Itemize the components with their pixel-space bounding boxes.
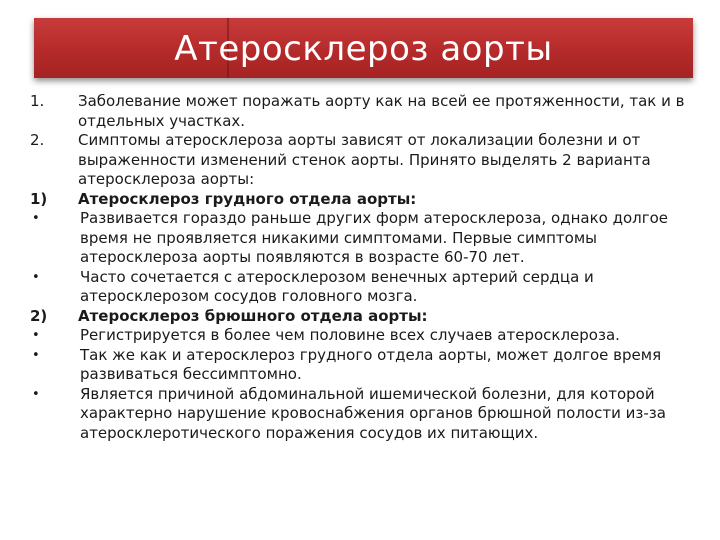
bullet-text: Часто сочетается с атеросклерозом венечных артерий сердца и атеросклерозом сосудов головного мозга. [80,267,594,305]
section-heading-text: Атеросклероз брюшного отдела аорты: [78,306,428,325]
bullet-item [30,326,695,346]
list-item-1 [30,92,695,131]
list-item-2 [30,131,695,190]
list-marker: 1. [30,92,45,110]
section-heading-thoracic [30,190,695,210]
slide-title: Атеросклероз аорты [174,29,553,69]
bullet-icon: • [32,347,40,363]
bullet-text: Так же как и атеросклероз грудного отдела аорты, может долгое время развиваться бессимптомно. [80,345,662,383]
bullet-icon: • [32,269,40,285]
title-banner [34,18,693,78]
bullet-icon: • [32,386,40,402]
bullet-item [30,209,695,268]
section-heading-text: Атеросклероз грудного отдела аорты: [78,189,417,208]
bullet-icon: • [32,211,40,226]
list-marker: 2. [30,131,45,149]
list-item-text: Симптомы атеросклероза аорты зависят от локализации болезни и от выраженности изменений стенок аорты. Принято выделять 2 варианта атеросклероза аорты: [78,131,651,188]
list-item-text: Заболевание может поражать аорту как на всей ее протяженности, так и в отдельных участках. [78,92,685,130]
list-marker: 2) [30,306,48,325]
bullet-icon: • [32,328,40,343]
bullet-text: Развивается гораздо раньше других форм атеросклероза, однако долгое время не проявляется никакими симптомами. Первые симптомы атеросклероза аорты появляются в возрасте 60-70 лет. [80,209,668,266]
list-marker: 1) [30,189,48,208]
bullet-item [30,385,695,444]
slide-content [30,92,695,443]
bullet-item [30,346,695,385]
bullet-text: Регистрируется в более чем половине всех случаев атеросклероза. [80,326,620,344]
section-heading-abdominal [30,307,695,327]
bullet-item [30,268,695,307]
bullet-text: Является причиной абдоминальной ишемической болезни, для которой характерно нарушение кровоснабжения органов брюшной полости из-за атеросклеротического поражения сосудов их питающих. [80,384,666,442]
